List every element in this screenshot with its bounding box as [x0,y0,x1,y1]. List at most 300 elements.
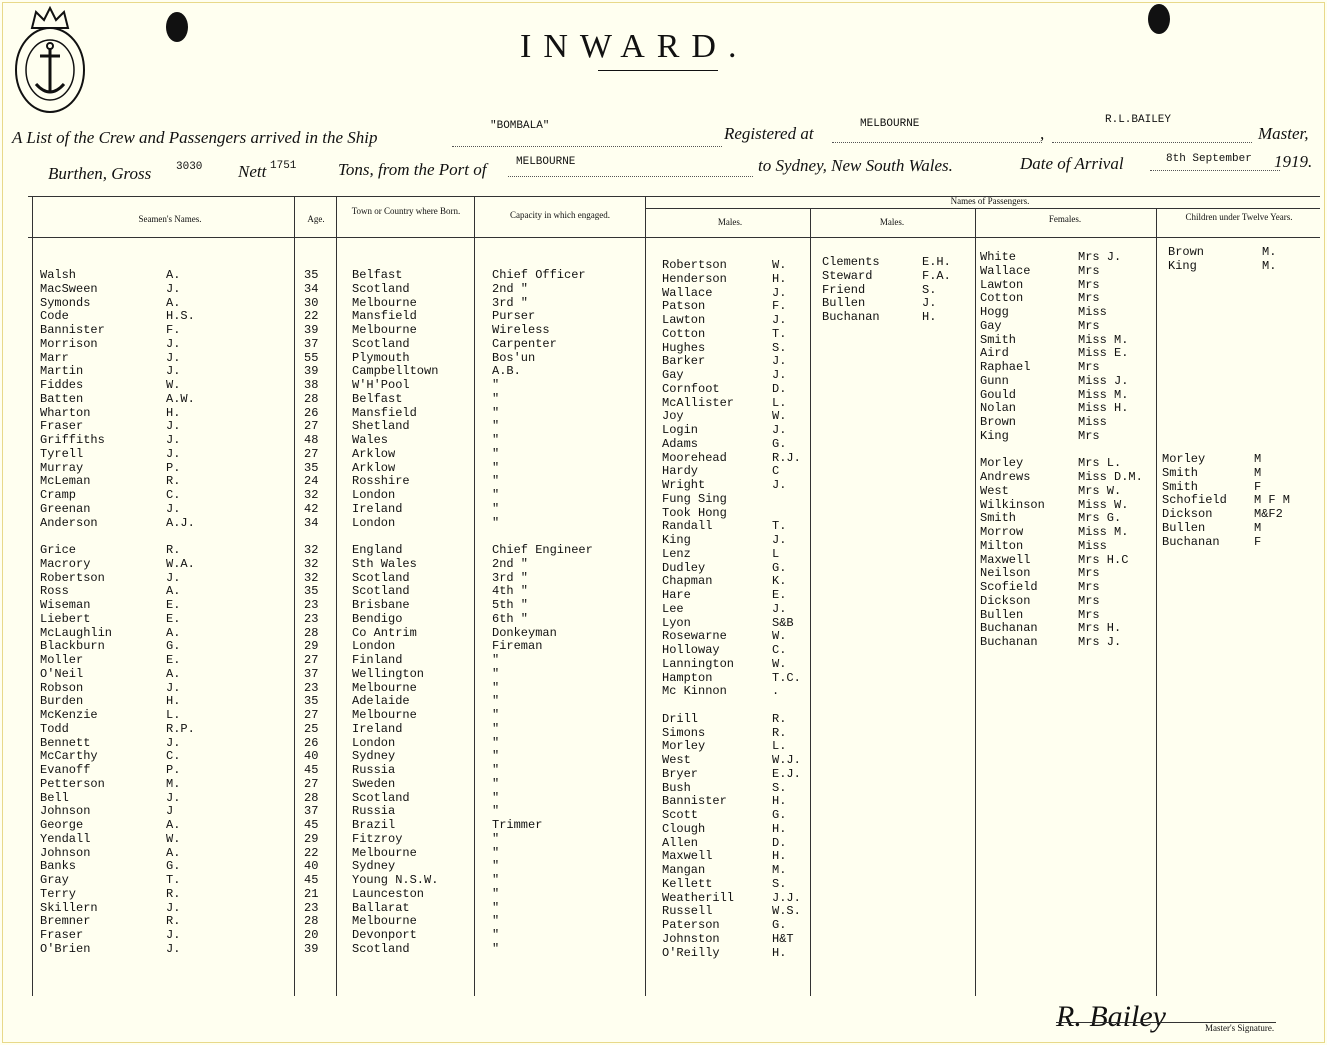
male-passenger-initials: G. [772,808,787,822]
crew-initials: G. [166,639,181,654]
crew-surname: Fraser [40,928,84,942]
male-passenger-initials: S. [772,340,787,355]
crew-age: 45 [304,763,319,777]
crew-age: 27 [304,653,319,667]
female-passenger-name: Morrow [980,525,1024,539]
crew-birthplace: Melbourne [352,323,417,337]
female-passenger-title: Mrs [1078,566,1100,581]
crew-initials: L. [166,708,181,722]
male-passenger-name: Randall [662,519,713,534]
crew-initials: R. [166,543,181,557]
crew-capacity: Chief Officer [492,268,586,282]
crew-initials: M. [166,776,181,791]
crew-capacity: Wireless [492,323,550,337]
female-passenger-name: Lawton [980,277,1024,292]
child-passenger-name: King [1168,258,1197,273]
child-passenger-name: Buchanan [1162,534,1220,549]
crew-surname: Skillern [40,900,98,915]
male-passenger-name: Wallace [662,285,713,300]
male-passenger-initials: J. [922,296,937,311]
crew-capacity: Fireman [492,639,543,654]
male-passenger-initials: W.S. [772,904,801,919]
gross-tons: 3030 [176,161,203,173]
crew-initials: A.J. [166,515,195,530]
crew-initials: J. [166,433,181,447]
title-underline [598,70,718,71]
male-passenger-name: Login [662,423,699,437]
female-passenger-title: Mrs J. [1078,250,1122,264]
crew-birthplace: Arklow [352,460,396,475]
female-passenger-title: Miss H. [1078,401,1129,416]
female-passenger-name: Wilkinson [980,497,1045,512]
crew-age: 45 [304,818,319,832]
crew-surname: Todd [40,721,69,736]
crew-capacity: Chief Engineer [492,543,593,557]
crew-initials: R. [166,886,181,901]
crew-initials: A.W. [166,391,195,406]
crew-age: 39 [304,364,319,379]
crew-initials: J. [166,790,181,805]
male-passenger-initials: L. [772,395,787,410]
male-passenger-initials: W. [772,656,787,671]
female-passenger-title: Mrs [1078,277,1100,292]
crew-birthplace: Melbourne [352,914,417,929]
crew-surname: Bremner [40,914,91,929]
crew-initials: W.A. [166,556,195,571]
crew-birthplace: Devonport [352,928,417,942]
crew-birthplace: Brazil [352,818,396,832]
crew-capacity: " [492,776,500,791]
female-passenger-name: Cotton [980,291,1024,306]
male-passenger-name: Hampton [662,670,713,685]
crew-initials: J. [166,735,181,750]
male-passenger-name: Clements [822,255,880,269]
crew-initials: G. [166,859,181,874]
female-passenger-name: Aird [980,346,1009,361]
female-passenger-title: Miss M. [1078,525,1129,539]
child-passenger-sex: M&F2 [1254,507,1283,521]
crew-surname: Macrory [40,556,91,571]
female-passenger-name: King [980,428,1009,443]
child-passenger-name: Schofield [1162,493,1227,508]
crew-capacity: " [492,391,500,406]
male-passenger-name: West [662,753,691,767]
crew-initials: J. [166,900,181,915]
crew-age: 27 [304,419,319,434]
crew-surname: Fraser [40,419,84,434]
crew-capacity: " [492,666,500,681]
female-passenger-name: Gay [980,318,1002,333]
crew-surname: Murray [40,460,84,475]
crew-age: 20 [304,928,319,942]
male-passenger-initials: W. [772,258,787,272]
male-passenger-initials: T. [772,326,787,341]
female-passenger-title: Mrs W. [1078,483,1122,498]
female-passenger-name: West [980,483,1009,498]
crew-surname: Wharton [40,405,91,420]
child-passenger-sex: M [1254,452,1262,466]
crew-birthplace: Ireland [352,721,403,736]
crew-capacity: " [492,886,500,901]
male-passenger-initials: G. [772,560,787,575]
crew-capacity: " [492,515,500,530]
male-passenger-name: Paterson [662,918,720,932]
crew-capacity: 3rd " [492,570,529,585]
crew-surname: Fiddes [40,378,84,392]
crew-capacity: " [492,900,500,915]
crew-surname: Anderson [40,515,98,530]
female-passenger-name: Smith [980,332,1017,347]
female-passenger-name: Maxwell [980,552,1031,567]
crew-capacity: " [492,763,500,777]
crew-age: 24 [304,474,319,489]
crew-capacity: " [492,433,500,447]
crew-birthplace: Mansfield [352,405,417,420]
male-passenger-initials: R. [772,711,787,726]
male-passenger-initials: G. [772,918,787,932]
female-passenger-name: Gould [980,387,1017,402]
crew-initials: W. [166,378,181,392]
crew-age: 45 [304,873,319,887]
male-passenger-name: Hughes [662,340,706,355]
crew-initials: J. [166,336,181,351]
crew-surname: Robertson [40,570,105,585]
female-passenger-title: Mrs [1078,580,1100,594]
crew-birthplace: Ireland [352,501,403,516]
male-passenger-name: Lannington [662,656,735,671]
from-port: MELBOURNE [516,156,576,168]
crew-capacity: Purser [492,309,536,324]
col-town-born: Town or Country where Born. [351,206,461,216]
registered-label: Registered at [724,124,814,143]
male-passenger-name: Wright [662,478,706,492]
female-passenger-title: Mrs [1078,607,1100,622]
male-passenger-name: Hardy [662,464,699,479]
female-passenger-title: Mrs [1078,428,1100,443]
crew-age: 38 [304,378,319,392]
crew-initials: P. [166,763,181,777]
crew-birthplace: Sth Wales [352,556,417,571]
crew-surname: Ross [40,584,69,599]
crew-surname: Petterson [40,776,105,791]
crew-capacity: " [492,790,500,805]
crew-birthplace: Ballarat [352,900,410,915]
crew-age: 27 [304,776,319,791]
crew-surname: Batten [40,391,84,406]
child-passenger-sex: F [1254,534,1262,549]
crew-age: 23 [304,611,319,626]
crew-birthplace: Melbourne [352,680,417,695]
crew-birthplace: Belfast [352,268,403,282]
crew-birthplace: Adelaide [352,694,410,709]
male-passenger-name: Mc Kinnon [662,684,727,699]
female-passenger-title: Mrs J. [1078,635,1122,649]
male-passenger-initials: J. [772,478,787,492]
male-passenger-initials: S. [772,876,787,891]
male-passenger-initials: H. [772,849,787,864]
crew-surname: Morrison [40,336,98,351]
male-passenger-initials: J. [772,533,787,547]
crew-initials: J. [166,501,181,516]
male-passenger-initials: J. [772,423,787,437]
child-passenger-sex: F [1254,479,1262,494]
crew-capacity: Bos'un [492,350,536,365]
male-passenger-initials: W.J. [772,753,801,767]
crew-birthplace: Wales [352,433,389,447]
crew-capacity: " [492,845,500,860]
crew-age: 28 [304,790,319,805]
crew-birthplace: Fitzroy [352,831,403,846]
crew-age: 40 [304,749,319,764]
crew-surname: MacSween [40,281,98,296]
crew-birthplace: Launceston [352,886,425,901]
crew-initials: E. [166,611,181,626]
crew-birthplace: Plymouth [352,350,410,365]
crew-initials: A. [166,625,181,640]
male-passenger-name: Holloway [662,643,720,657]
registered-port: MELBOURNE [860,118,920,130]
crew-initials: R. [166,474,181,489]
crew-surname: Marr [40,350,69,365]
crew-initials: J. [166,350,181,365]
crew-initials: P. [166,460,181,475]
female-passenger-title: Miss M. [1078,387,1129,402]
child-passenger-name: Bullen [1162,520,1206,535]
female-passenger-name: Morley [980,456,1024,471]
crew-age: 26 [304,735,319,750]
crew-surname: McKenzie [40,708,98,722]
crew-birthplace: Scotland [352,336,410,351]
crew-age: 23 [304,900,319,915]
crew-birthplace: London [352,488,396,502]
crew-surname: Tyrell [40,446,84,461]
female-passenger-name: Bullen [980,607,1024,622]
signature-label: Master's Signature. [1205,1023,1275,1033]
crew-birthplace: England [352,543,403,557]
female-passenger-title: Miss [1078,538,1107,553]
crew-surname: O'Brien [40,941,91,956]
crew-initials: A. [166,268,181,282]
male-passenger-initials: H. [922,310,937,324]
punch-hole-left [166,12,188,42]
male-passenger-initials: H. [772,821,787,836]
crew-age: 29 [304,831,319,846]
crew-birthplace: Finland [352,653,403,667]
male-passenger-name: Cornfoot [662,381,720,396]
list-heading-prefix: A List of the Crew and Passengers arrived in the Ship [12,128,378,147]
male-passenger-initials: E. [772,588,787,602]
crew-birthplace: Scotland [352,790,410,805]
crew-capacity: " [492,405,500,420]
crew-birthplace: Rosshire [352,474,410,489]
page-title: INWARD. [520,28,749,65]
crew-surname: Johnson [40,804,91,819]
male-passenger-name: Bush [662,780,691,795]
crew-capacity: " [492,804,500,819]
crew-initials: W. [166,831,181,846]
arrival-year: 1919. [1274,152,1313,171]
crew-initials: A. [166,666,181,681]
crew-birthplace: Shetland [352,419,410,434]
crew-birthplace: Russia [352,804,396,819]
child-passenger-name: Smith [1162,465,1199,480]
crew-age: 28 [304,625,319,640]
crew-surname: Yendall [40,831,91,846]
male-passenger-name: Johnston [662,931,720,946]
crew-birthplace: Belfast [352,391,403,406]
male-passenger-name: Steward [822,268,873,283]
crew-surname: McLaughlin [40,625,113,640]
crew-birthplace: Wellington [352,666,425,681]
crew-birthplace: London [352,735,396,750]
male-passenger-initials: D. [772,835,787,850]
crew-age: 35 [304,460,319,475]
female-passenger-title: Miss [1078,415,1107,429]
female-passenger-title: Miss J. [1078,373,1129,388]
male-passenger-initials: M. [772,863,787,877]
crew-birthplace: Brisbane [352,598,410,612]
male-passenger-name: Weatherill [662,890,735,905]
crew-surname: Gray [40,873,69,887]
male-passenger-initials: C. [772,643,787,657]
female-passenger-title: Mrs L. [1078,456,1122,471]
crew-surname: Bell [40,790,69,805]
male-passenger-initials: H. [772,794,787,809]
male-passenger-initials: K. [772,574,787,589]
crew-capacity: " [492,831,500,846]
male-passenger-name: Buchanan [822,310,880,324]
female-passenger-name: Scofield [980,580,1038,594]
male-passenger-name: Lenz [662,546,691,561]
male-passenger-name: Dudley [662,560,706,575]
crew-birthplace: Scotland [352,281,410,296]
crew-capacity: " [492,653,500,667]
male-passenger-name: Robertson [662,258,727,272]
female-passenger-name: Brown [980,415,1017,429]
crew-age: 34 [304,515,319,530]
col-children: Children under Twelve Years. [1185,212,1293,222]
male-passenger-initials: J. [772,601,787,616]
child-passenger-name: Morley [1162,452,1206,466]
crew-age: 37 [304,666,319,681]
crew-capacity: Trimmer [492,818,543,832]
female-passenger-title: Mrs [1078,360,1100,374]
crew-initials: H. [166,405,181,420]
crew-surname: Wiseman [40,598,91,612]
crew-age: 28 [304,914,319,929]
crew-age: 22 [304,845,319,860]
crew-birthplace: Co Antrim [352,625,417,640]
crew-age: 21 [304,886,319,901]
crew-capacity: " [492,501,500,516]
female-passenger-title: Miss W. [1078,497,1129,512]
child-passenger-sex: M [1254,465,1262,480]
female-passenger-name: Buchanan [980,635,1038,649]
crew-surname: McCarthy [40,749,98,764]
crew-initials: R.P. [166,721,195,736]
male-passenger-initials: E.J. [772,766,801,781]
crew-age: 55 [304,350,319,365]
crew-capacity: " [492,941,500,956]
crew-initials: J. [166,941,181,956]
female-passenger-name: Hogg [980,305,1009,319]
male-passenger-initials: F. [772,299,787,314]
male-passenger-initials: J. [772,354,787,369]
crew-capacity: 5th " [492,598,529,612]
crew-age: 32 [304,556,319,571]
crew-capacity: " [492,721,500,736]
crew-birthplace: Scotland [352,570,410,585]
crew-initials: J. [166,364,181,379]
female-passenger-title: Mrs H.C [1078,552,1129,567]
female-passenger-name: Smith [980,511,1017,526]
crew-birthplace: Russia [352,763,396,777]
crew-capacity: " [492,680,500,695]
male-passenger-name: O'Reilly [662,945,720,960]
male-passenger-name: Chapman [662,574,713,589]
nett-tons: 1751 [270,160,297,172]
male-passenger-name: King [662,533,691,547]
male-passenger-name: Russell [662,904,713,919]
crew-capacity: 4th " [492,584,529,599]
male-passenger-initials: L. [772,739,787,754]
crew-birthplace: Mansfield [352,309,417,324]
col-capacity: Capacity in which engaged. [510,210,610,220]
crew-initials: J. [166,928,181,942]
col-seamen-names: Seamen's Names. [138,214,202,224]
male-passenger-name: Barker [662,354,706,369]
crew-capacity: Donkeyman [492,625,557,640]
female-passenger-name: Wallace [980,263,1031,278]
female-passenger-title: Miss D.M. [1078,470,1143,484]
crew-surname: Banks [40,859,77,874]
crew-birthplace: Arklow [352,446,396,461]
arrival-date: 8th September [1166,153,1252,165]
crew-initials: J [166,804,174,819]
crew-surname: Burden [40,694,84,709]
crew-capacity: Carpenter [492,336,557,351]
crew-surname: Greenan [40,501,91,516]
crew-surname: Johnson [40,845,91,860]
crew-age: 28 [304,391,319,406]
crew-birthplace: Campbelltown [352,364,439,379]
crew-surname: Cramp [40,488,77,502]
male-passenger-name: Simons [662,725,706,740]
male-passenger-name: Hare [662,588,691,602]
crew-capacity: " [492,694,500,709]
female-passenger-name: Neilson [980,566,1031,581]
crew-initials: J. [166,570,181,585]
crew-capacity: " [492,446,500,461]
crew-capacity: " [492,928,500,942]
male-passenger-initials: D. [772,381,787,396]
crew-capacity: " [492,873,500,887]
male-passenger-initials: W. [772,409,787,424]
crew-capacity: " [492,708,500,722]
crew-initials: J. [166,446,181,461]
male-passenger-name: Joy [662,409,684,424]
male-passenger-initials: T.C. [772,670,801,685]
crew-age: 34 [304,281,319,296]
crew-capacity: 2nd " [492,281,529,296]
arrival-label: Date of Arrival [1020,154,1124,173]
male-passenger-name: Maxwell [662,849,713,864]
crew-age: 37 [304,336,319,351]
crew-birthplace: Sweden [352,776,396,791]
male-passenger-initials: F.A. [922,268,951,283]
crew-birthplace: Melbourne [352,845,417,860]
crew-age: 48 [304,433,319,447]
